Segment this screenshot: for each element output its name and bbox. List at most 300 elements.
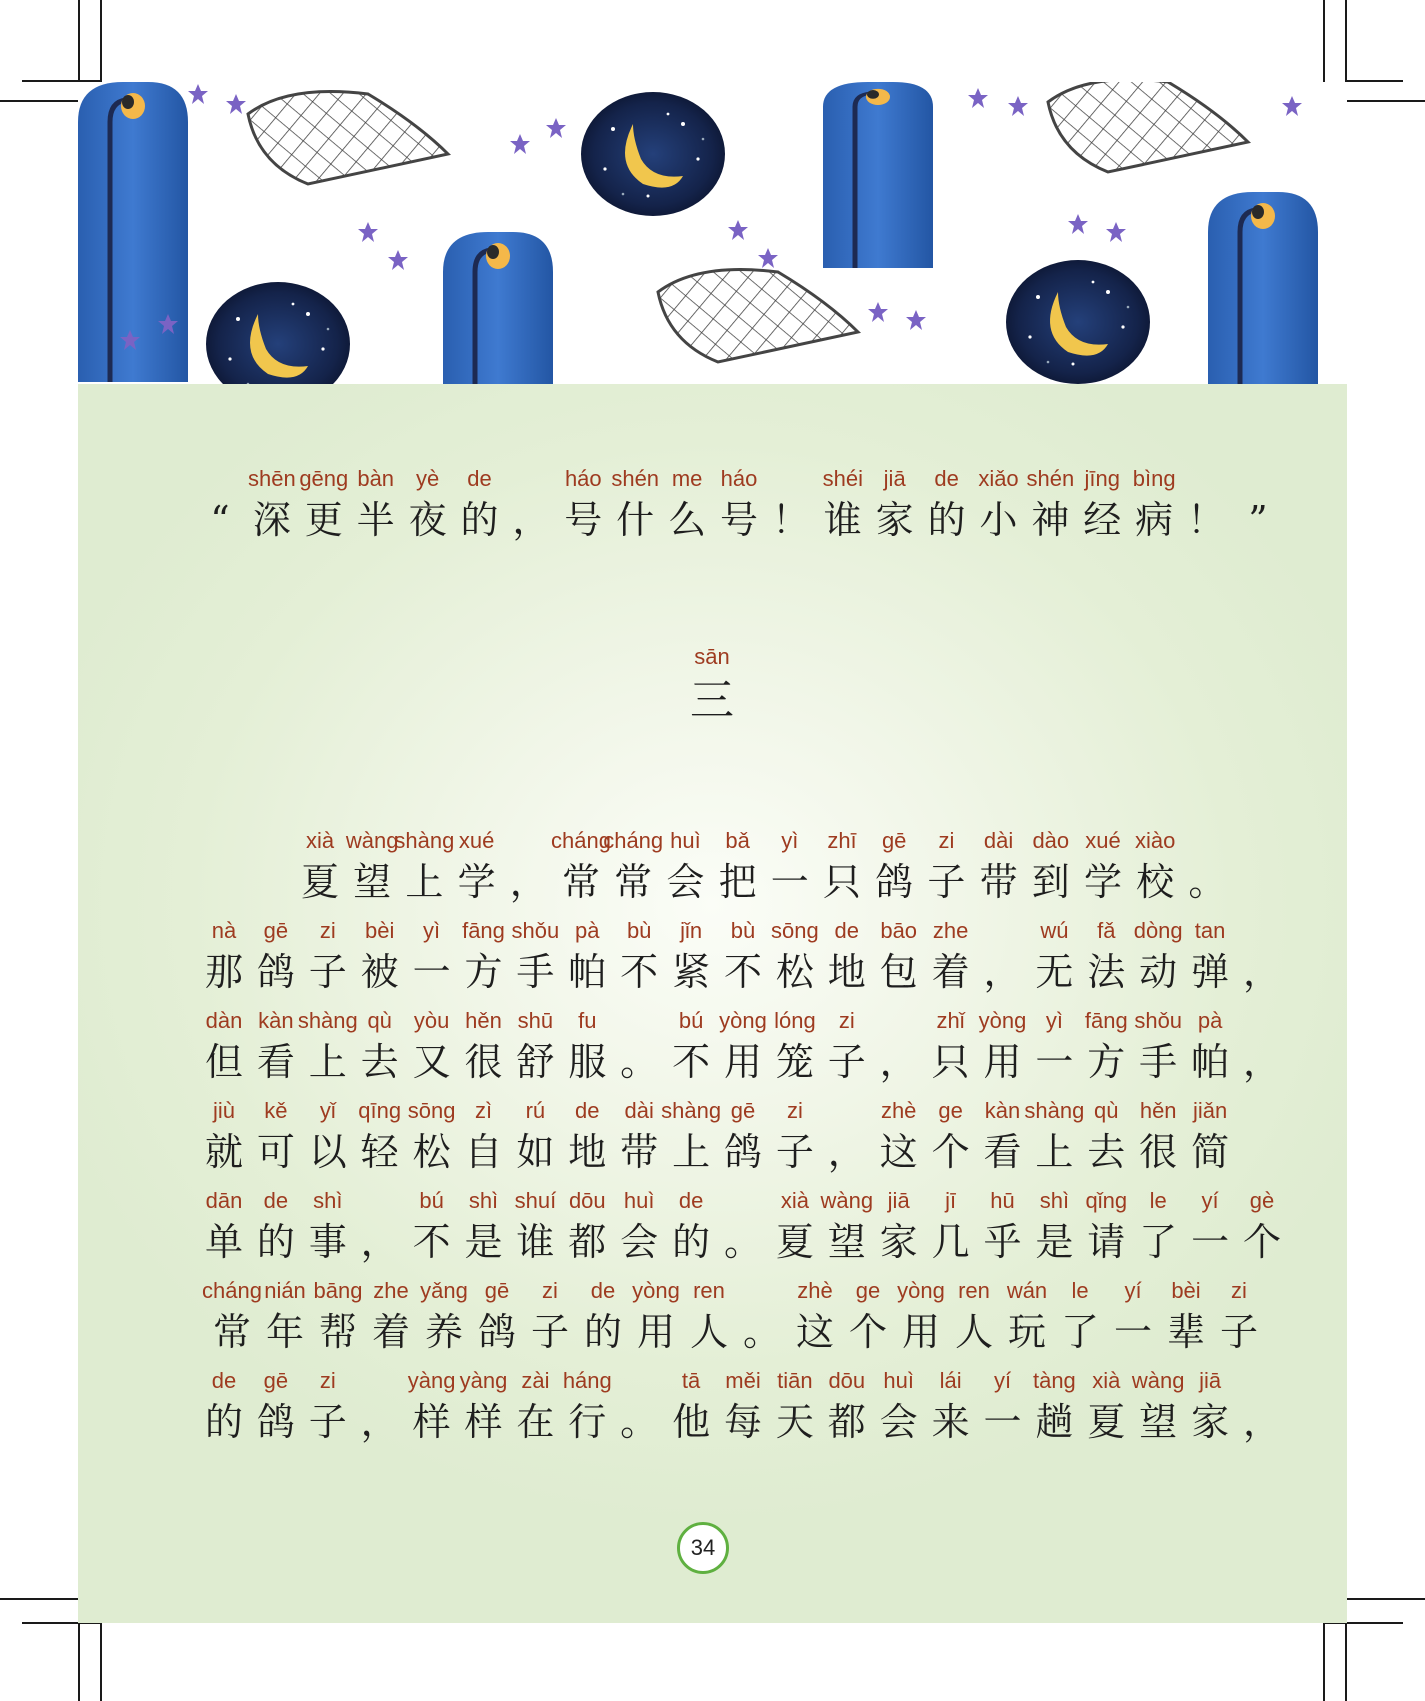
hanzi: 只 — [822, 860, 861, 904]
hanzi: 松 — [775, 950, 814, 994]
hanzi: 不 — [672, 1040, 711, 1084]
pinyin: fu — [578, 1008, 597, 1033]
hanzi: 常 — [614, 860, 653, 904]
pinyin: kàn — [258, 1008, 294, 1033]
hanzi: 望 — [827, 1220, 866, 1264]
hanzi: 看 — [256, 1040, 295, 1084]
pinyin: ren — [693, 1278, 725, 1303]
pinyin: wàng — [1131, 1368, 1185, 1393]
hanzi: 帮 — [318, 1310, 357, 1354]
hanzi: ！ — [1187, 498, 1226, 542]
pinyin: háng — [562, 1368, 612, 1393]
ruby-character — [1199, 1276, 1279, 1356]
hanzi: 谁 — [516, 1220, 555, 1264]
pinyin: sōng — [771, 918, 819, 943]
pinyin: huì — [623, 1188, 655, 1213]
hanzi: 了 — [1060, 1310, 1099, 1354]
pinyin: gē — [881, 828, 907, 853]
hanzi: 谁 — [823, 498, 862, 542]
hanzi: 地 — [827, 950, 866, 994]
text-line — [78, 1186, 1347, 1276]
hanzi: ， — [1242, 1040, 1281, 1084]
crop-mark — [0, 100, 80, 102]
pinyin: yàng — [459, 1368, 508, 1393]
hanzi: 就 — [204, 1130, 243, 1174]
hanzi: 以 — [308, 1130, 347, 1174]
hanzi: 鸽 — [723, 1130, 762, 1174]
hanzi: 。 — [620, 1040, 659, 1084]
pinyin: bú — [678, 1008, 704, 1033]
hanzi: 不 — [723, 950, 762, 994]
pinyin: yí — [993, 1368, 1012, 1393]
pinyin: shì — [1039, 1188, 1070, 1213]
pinyin: de — [834, 918, 860, 943]
pinyin: bú — [419, 1188, 444, 1213]
pinyin: bèi — [1171, 1278, 1201, 1303]
hanzi: 。 — [723, 1220, 762, 1264]
hanzi: 个 — [931, 1130, 970, 1174]
hanzi: 用 — [636, 1310, 675, 1354]
pinyin: shǒu — [1134, 1008, 1183, 1033]
pinyin: bù — [626, 918, 652, 943]
pinyin: xià — [780, 1188, 809, 1213]
pinyin: bǎ — [725, 828, 750, 853]
hanzi: 经 — [1083, 498, 1122, 542]
hanzi: 可 — [256, 1130, 295, 1174]
hanzi: 会 — [620, 1220, 659, 1264]
hanzi: 单 — [204, 1220, 243, 1264]
pinyin: wán — [1006, 1278, 1048, 1303]
ruby-character — [1170, 1096, 1250, 1176]
pinyin: bèi — [365, 918, 395, 943]
pinyin: zhe — [932, 918, 969, 943]
hanzi: 了 — [1139, 1220, 1178, 1264]
hanzi: 方 — [464, 950, 503, 994]
pinyin: dān — [205, 1188, 243, 1213]
pinyin: fǎ — [1097, 918, 1116, 943]
pinyin: xià — [305, 828, 335, 853]
hanzi: 深 — [252, 498, 291, 542]
pinyin: hěn — [1139, 1098, 1177, 1123]
pinyin: hū — [990, 1188, 1015, 1213]
hanzi: 更 — [304, 498, 343, 542]
pinyin: shàng — [661, 1098, 722, 1123]
hanzi: 请 — [1087, 1220, 1126, 1264]
pinyin: tā — [681, 1368, 701, 1393]
hanzi: 手 — [516, 950, 555, 994]
crop-mark — [1323, 1622, 1325, 1701]
hanzi: 上 — [1035, 1130, 1074, 1174]
pinyin: zhe — [373, 1278, 409, 1303]
pinyin: lái — [939, 1368, 962, 1393]
hanzi: 一 — [1191, 1220, 1230, 1264]
pinyin: ge — [938, 1098, 963, 1123]
hanzi: 弹 — [1191, 950, 1230, 994]
pinyin: xué — [458, 828, 495, 853]
text-line — [78, 1096, 1347, 1186]
hanzi: 。 — [1188, 860, 1227, 904]
pinyin: qù — [1094, 1098, 1119, 1123]
hanzi: 夏 — [775, 1220, 814, 1264]
hanzi: 都 — [568, 1220, 607, 1264]
pinyin: yǐ — [319, 1098, 336, 1123]
pinyin: yì — [423, 918, 441, 943]
pinyin — [1222, 1366, 1302, 1396]
page-number: 34 — [677, 1522, 729, 1574]
pinyin: yì — [1045, 1008, 1063, 1033]
pinyin: ren — [958, 1278, 990, 1303]
illustration-banner — [78, 82, 1347, 384]
hanzi: 方 — [1087, 1040, 1126, 1084]
pinyin: de — [590, 1278, 616, 1303]
crop-mark — [0, 1598, 80, 1600]
hanzi: 神 — [1031, 498, 1070, 542]
hanzi: 被 — [360, 950, 399, 994]
hanzi: ， — [983, 950, 1022, 994]
hanzi: 帕 — [1191, 1040, 1230, 1084]
pinyin: háo — [720, 466, 758, 491]
hanzi: 看 — [983, 1130, 1022, 1174]
hanzi: 夏 — [1087, 1400, 1126, 1444]
pinyin: de — [211, 1368, 237, 1393]
hanzi: 很 — [464, 1040, 503, 1084]
hanzi: 事 — [308, 1220, 347, 1264]
hanzi: 望 — [1139, 1400, 1178, 1444]
night-pattern-illustration — [78, 82, 1347, 384]
pinyin: pà — [575, 918, 600, 943]
pinyin: xiǎo — [978, 466, 1019, 491]
pinyin: zi — [542, 1278, 558, 1303]
pinyin: shuí — [514, 1188, 557, 1213]
hanzi: 松 — [412, 1130, 451, 1174]
hanzi: 人 — [954, 1310, 993, 1354]
text-line — [78, 464, 1347, 554]
crop-mark — [1323, 0, 1325, 82]
pinyin: shì — [468, 1188, 499, 1213]
pinyin: shéi — [822, 466, 863, 491]
pinyin: měi — [725, 1368, 761, 1393]
pinyin: zhǐ — [936, 1008, 965, 1033]
pinyin: gēng — [299, 466, 349, 491]
pinyin: zài — [521, 1368, 550, 1393]
pinyin: háo — [564, 466, 602, 491]
pinyin: qīng — [358, 1098, 402, 1123]
pinyin: cháng — [603, 828, 664, 853]
pinyin: tan — [1194, 918, 1226, 943]
section-number: 三 — [690, 675, 734, 726]
pinyin: yí — [1201, 1188, 1219, 1213]
hanzi: 的 — [256, 1220, 295, 1264]
hanzi: 样 — [464, 1400, 503, 1444]
hanzi: 不 — [620, 950, 659, 994]
pinyin: wàng — [345, 828, 399, 853]
hanzi: 到 — [1031, 860, 1070, 904]
hanzi: 很 — [1139, 1130, 1178, 1174]
pinyin: dòng — [1133, 918, 1183, 943]
pinyin: dōu — [568, 1188, 606, 1213]
ruby-character — [1222, 1186, 1302, 1266]
hanzi: 但 — [204, 1040, 243, 1084]
punctuation — [1222, 1366, 1302, 1446]
pinyin: rú — [525, 1098, 546, 1123]
pinyin: jiā — [1199, 1368, 1222, 1393]
hanzi: 天 — [775, 1400, 814, 1444]
hanzi: 夜 — [408, 498, 447, 542]
hanzi: 子 — [1219, 1310, 1258, 1354]
pinyin: jī — [945, 1188, 957, 1213]
hanzi: 舒 — [516, 1040, 555, 1084]
crop-mark — [1345, 1622, 1347, 1701]
pinyin: fāng — [462, 918, 505, 943]
hanzi: 用 — [983, 1040, 1022, 1084]
pinyin: de — [467, 466, 492, 491]
pinyin: kàn — [984, 1098, 1021, 1123]
hanzi: 号 — [564, 498, 603, 542]
hanzi: 子 — [827, 1040, 866, 1084]
hanzi: 上 — [405, 860, 444, 904]
hanzi: 行 — [568, 1400, 607, 1444]
hanzi: 子 — [308, 950, 347, 994]
hanzi: 去 — [1087, 1130, 1126, 1174]
hanzi: 带 — [620, 1130, 659, 1174]
hanzi: 家 — [879, 1220, 918, 1264]
pinyin: wú — [1040, 918, 1069, 943]
hanzi: 子 — [927, 860, 966, 904]
hanzi: 又 — [412, 1040, 451, 1084]
crop-mark — [78, 0, 80, 82]
hanzi: 无 — [1035, 950, 1074, 994]
hanzi: 几 — [931, 1220, 970, 1264]
hanzi: 只 — [931, 1040, 970, 1084]
hanzi: 养 — [424, 1310, 463, 1354]
text-line — [78, 826, 1347, 916]
hanzi: 一 — [412, 950, 451, 994]
pinyin: zhè — [880, 1098, 917, 1123]
pinyin: shǒu — [511, 918, 560, 943]
pinyin: zi — [1231, 1278, 1247, 1303]
pinyin: yòng — [897, 1278, 945, 1303]
pinyin: hěn — [465, 1008, 502, 1033]
hanzi: 会 — [666, 860, 705, 904]
pinyin: xué — [1085, 828, 1121, 853]
pinyin: yǎng — [420, 1278, 468, 1303]
hanzi: 包 — [879, 950, 918, 994]
pinyin — [1222, 916, 1302, 946]
crop-mark — [1347, 80, 1403, 82]
pinyin: de — [678, 1188, 704, 1213]
hanzi: 用 — [901, 1310, 940, 1354]
punctuation — [1167, 826, 1247, 906]
hanzi: 一 — [1035, 1040, 1074, 1084]
hanzi: 简 — [1191, 1130, 1230, 1174]
pinyin: jiǎn — [1192, 1098, 1228, 1123]
pinyin: le — [1149, 1188, 1167, 1213]
hanzi: 。 — [620, 1400, 659, 1444]
hanzi: 动 — [1139, 950, 1178, 994]
punctuation — [1218, 464, 1298, 544]
pinyin: yòng — [632, 1278, 680, 1303]
hanzi: 乎 — [983, 1220, 1022, 1264]
pinyin: tàng — [1032, 1368, 1076, 1393]
pinyin: dài — [983, 828, 1014, 853]
hanzi: “ — [210, 498, 230, 542]
hanzi: 帕 — [568, 950, 607, 994]
hanzi: ” — [1248, 498, 1268, 542]
pinyin: zi — [319, 1368, 336, 1393]
pinyin: dōu — [828, 1368, 866, 1393]
hanzi: 上 — [308, 1040, 347, 1084]
hanzi: ， — [360, 1400, 399, 1444]
pinyin: jīng — [1084, 466, 1121, 491]
hanzi: 的 — [460, 498, 499, 542]
hanzi: 手 — [1139, 1040, 1178, 1084]
pinyin: lóng — [774, 1008, 816, 1033]
pinyin: sōng — [407, 1098, 456, 1123]
hanzi: 鸽 — [256, 950, 295, 994]
pinyin: de — [263, 1188, 289, 1213]
hanzi: 夏 — [300, 860, 339, 904]
hanzi: ， — [1242, 1400, 1281, 1444]
hanzi: 那 — [204, 950, 243, 994]
hanzi: 。 — [742, 1310, 781, 1354]
pinyin: yàng — [407, 1368, 456, 1393]
hanzi: 笼 — [775, 1040, 814, 1084]
hanzi: 把 — [718, 860, 757, 904]
pinyin: zì — [474, 1098, 493, 1123]
hanzi: 用 — [723, 1040, 762, 1084]
hanzi: 常 — [212, 1310, 251, 1354]
story-text-panel — [78, 384, 1347, 1623]
pinyin: bìng — [1132, 466, 1176, 491]
hanzi: ， — [879, 1040, 918, 1084]
pinyin: gè — [1249, 1188, 1275, 1213]
pinyin: yòu — [413, 1008, 450, 1033]
hanzi: 一 — [983, 1400, 1022, 1444]
hanzi: ！ — [771, 498, 810, 542]
hanzi: 着 — [931, 950, 970, 994]
pinyin: zi — [838, 1008, 855, 1033]
hanzi: 趟 — [1035, 1400, 1074, 1444]
hanzi: 一 — [1113, 1310, 1152, 1354]
pinyin: de — [934, 466, 959, 491]
crop-mark — [100, 0, 102, 82]
pinyin — [1222, 1006, 1302, 1036]
hanzi: 常 — [561, 860, 600, 904]
pinyin: gē — [484, 1278, 510, 1303]
hanzi: 小 — [979, 498, 1018, 542]
hanzi: 轻 — [360, 1130, 399, 1174]
hanzi: 如 — [516, 1130, 555, 1174]
hanzi: 望 — [353, 860, 392, 904]
hanzi: 号 — [719, 498, 758, 542]
hanzi: 玩 — [1007, 1310, 1046, 1354]
hanzi: 子 — [775, 1130, 814, 1174]
hanzi: 这 — [879, 1130, 918, 1174]
hanzi: 每 — [723, 1400, 762, 1444]
hanzi: 鸽 — [256, 1400, 295, 1444]
pinyin: nà — [211, 918, 237, 943]
hanzi: ， — [360, 1220, 399, 1264]
pinyin — [1218, 464, 1298, 494]
pinyin: jǐn — [680, 918, 703, 943]
text-line — [78, 1366, 1347, 1456]
pinyin: shàng — [394, 828, 455, 853]
hanzi: 是 — [464, 1220, 503, 1264]
text-line — [78, 1276, 1347, 1366]
pinyin: huì — [883, 1368, 914, 1393]
pinyin: yì — [781, 828, 799, 853]
hanzi: ， — [509, 860, 548, 904]
pinyin: yòng — [719, 1008, 767, 1033]
hanzi: 子 — [308, 1400, 347, 1444]
hanzi: 在 — [516, 1400, 555, 1444]
pinyin: shàng — [297, 1008, 358, 1033]
hanzi: 不 — [412, 1220, 451, 1264]
hanzi: 什 — [616, 498, 655, 542]
hanzi: 服 — [568, 1040, 607, 1084]
hanzi: 辈 — [1166, 1310, 1205, 1354]
hanzi: 自 — [464, 1130, 503, 1174]
pinyin: shì — [313, 1188, 343, 1213]
crop-mark — [100, 1622, 102, 1701]
pinyin: zhè — [797, 1278, 833, 1303]
hanzi: 家 — [1191, 1400, 1230, 1444]
punctuation — [1222, 1006, 1302, 1086]
hanzi: 家 — [875, 498, 914, 542]
pinyin: nián — [264, 1278, 306, 1303]
pinyin: shàng — [1024, 1098, 1085, 1123]
hanzi: 半 — [356, 498, 395, 542]
hanzi: 鸽 — [875, 860, 914, 904]
pinyin: gē — [263, 1368, 289, 1393]
pinyin: dàn — [205, 1008, 243, 1033]
pinyin: yè — [415, 466, 440, 491]
pinyin: yòng — [978, 1008, 1027, 1033]
pinyin: shén — [611, 466, 660, 491]
pinyin: cháng — [202, 1278, 262, 1303]
pinyin: yí — [1124, 1278, 1142, 1303]
hanzi: 学 — [457, 860, 496, 904]
pinyin: qù — [367, 1008, 392, 1033]
pinyin: shū — [517, 1008, 554, 1033]
pinyin: jiā — [883, 466, 906, 491]
crop-mark — [1347, 1598, 1425, 1600]
section-heading — [632, 642, 792, 728]
hanzi: ， — [512, 498, 551, 542]
pinyin: xiào — [1135, 828, 1176, 853]
hanzi: 校 — [1136, 860, 1175, 904]
hanzi: 人 — [689, 1310, 728, 1354]
hanzi: 个 — [848, 1310, 887, 1354]
pinyin: wàng — [820, 1188, 874, 1213]
pinyin: bāng — [313, 1278, 363, 1303]
hanzi: 鸽 — [477, 1310, 516, 1354]
pinyin: dào — [1032, 828, 1070, 853]
pinyin: zi — [319, 918, 336, 943]
pinyin: fāng — [1084, 1008, 1128, 1033]
pinyin: gē — [263, 918, 289, 943]
pinyin: xià — [1092, 1368, 1121, 1393]
hanzi: 法 — [1087, 950, 1126, 994]
section-pinyin: sān — [694, 644, 730, 669]
pinyin: me — [671, 466, 703, 491]
pinyin: huì — [670, 828, 701, 853]
pinyin: bāo — [880, 918, 918, 943]
hanzi: 个 — [1242, 1220, 1281, 1264]
pinyin: tiān — [777, 1368, 813, 1393]
pinyin: zhī — [827, 828, 857, 853]
pinyin: qǐng — [1085, 1188, 1128, 1213]
